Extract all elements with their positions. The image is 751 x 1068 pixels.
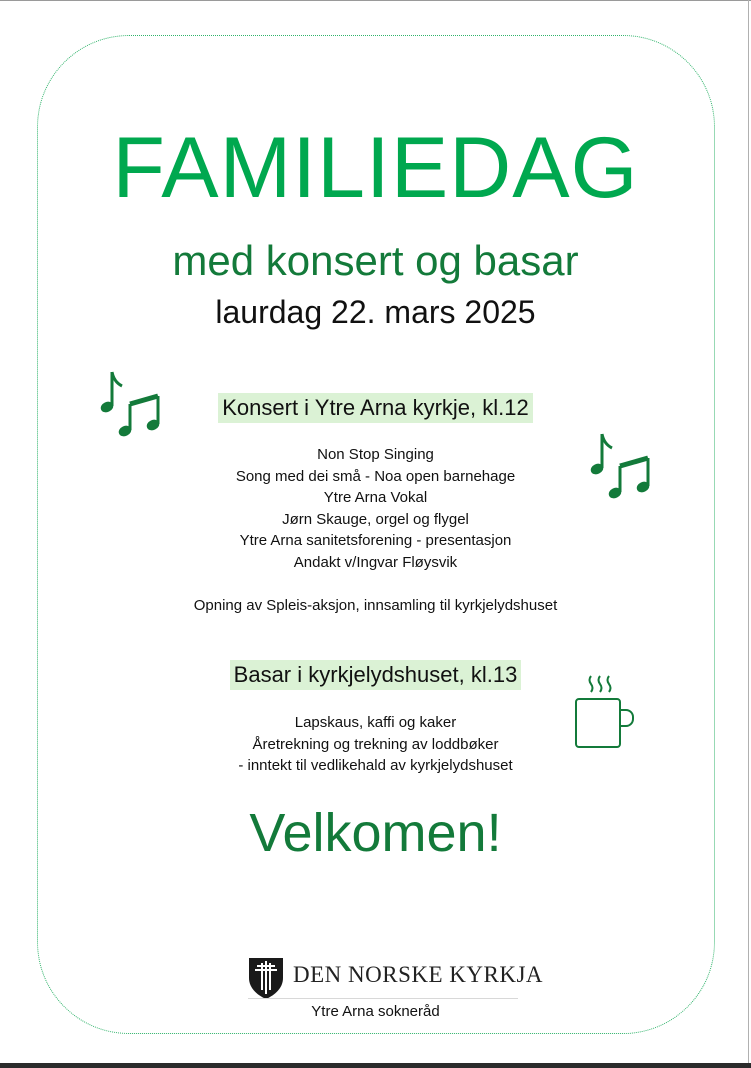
- poster-title: FAMILIEDAG: [112, 120, 639, 216]
- program-item: Jørn Skauge, orgel og flygel: [282, 510, 469, 528]
- bazaar-heading: Basar i kyrkjelydshuset, kl.13: [230, 660, 522, 690]
- program-item: Ytre Arna Vokal: [323, 489, 428, 507]
- logo-text: DEN NORSKE KYRKJA: [293, 962, 544, 987]
- footer-divider: [248, 998, 518, 999]
- event-date: laurdag 22. mars 2025: [215, 294, 536, 330]
- poster-subtitle: med konsert og basar: [172, 237, 579, 284]
- program-item: Andakt v/Ingvar Fløysvik: [293, 553, 458, 571]
- welcome-text: Velkomen!: [249, 803, 502, 863]
- concert-heading: Konsert i Ytre Arna kyrkje, kl.12: [218, 393, 533, 423]
- bazaar-program: [0, 712, 751, 777]
- bazaar-item: - inntekt til vedlikehald av kyrkjelydshuset: [238, 757, 513, 775]
- page-top-edge: [0, 0, 751, 1]
- viewer-bottom-bar: [0, 1063, 751, 1068]
- music-notes-icon: [100, 370, 166, 440]
- bazaar-heading-row: [0, 660, 751, 690]
- program-item: Song med dei små - Noa open barnehage: [235, 467, 516, 485]
- music-notes-icon: [590, 432, 656, 502]
- bazaar-item: Åretrekning og trekning av loddbøker: [252, 735, 499, 753]
- coffee-cup-icon: [573, 672, 637, 750]
- program-item: Non Stop Singing: [317, 446, 434, 463]
- concert-note: Opning av Spleis-aksjon, innsamling til kyrkjelydshuset: [193, 597, 558, 614]
- parish-council: Ytre Arna sokneråd: [311, 1003, 440, 1020]
- church-shield-icon: [247, 956, 285, 1000]
- church-logo: [247, 956, 544, 1001]
- bazaar-item: Lapskaus, kaffi og kaker: [294, 714, 457, 731]
- program-item: Ytre Arna sanitetsforening - presentasjon: [239, 532, 512, 550]
